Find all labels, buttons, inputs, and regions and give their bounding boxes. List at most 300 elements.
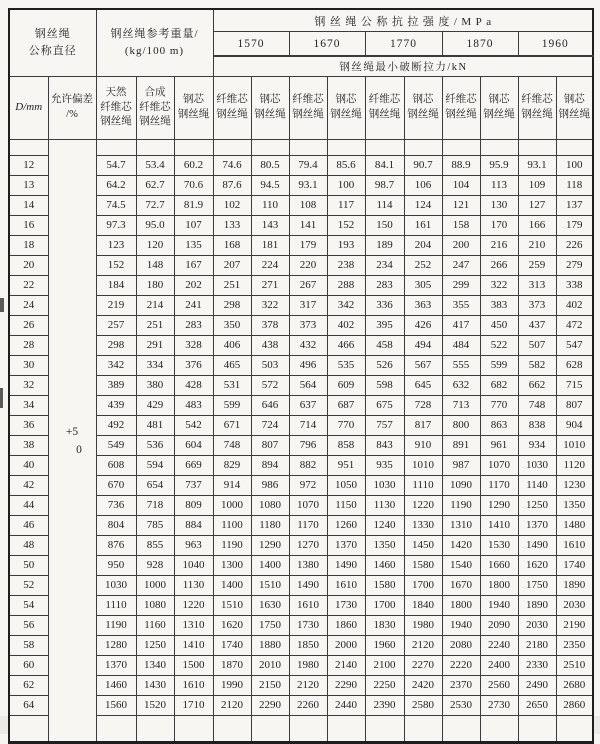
table-row xyxy=(9,516,593,536)
value-cell: 1070 xyxy=(289,496,327,516)
value-cell: 1880 xyxy=(251,636,289,656)
table-row xyxy=(9,176,593,196)
value-cell: 1610 xyxy=(556,536,593,556)
value-cell: 1250 xyxy=(518,496,556,516)
value-cell: 484 xyxy=(442,336,480,356)
value-cell: 2530 xyxy=(442,696,480,716)
label-line: 钢芯 xyxy=(563,94,585,106)
value-cell: 97.3 xyxy=(96,216,136,236)
value-cell: 184 xyxy=(96,276,136,296)
label-line: 纤维芯 xyxy=(521,94,553,106)
value-cell: 168 xyxy=(213,236,251,256)
value-cell: 914 xyxy=(213,476,251,496)
value-cell: 355 xyxy=(442,296,480,316)
grade-1770: 1770 xyxy=(365,32,442,57)
spacer-row xyxy=(9,716,593,743)
value-cell: 1840 xyxy=(404,596,442,616)
value-cell: 2090 xyxy=(480,616,518,636)
value-cell: 2860 xyxy=(556,696,593,716)
value-cell: 114 xyxy=(365,196,404,216)
value-cell: 1490 xyxy=(327,556,365,576)
value-cell: 748 xyxy=(518,396,556,416)
value-cell: 637 xyxy=(289,396,327,416)
value-cell: 1890 xyxy=(518,596,556,616)
table-row xyxy=(9,296,593,316)
strength-section-title: 钢丝绳公称抗拉强度/MPa xyxy=(213,9,593,32)
value-cell: 1520 xyxy=(136,696,174,716)
value-cell: 93.1 xyxy=(289,176,327,196)
value-cell: 53.4 xyxy=(136,156,174,176)
table-row xyxy=(9,556,593,576)
value-cell: 121 xyxy=(442,196,480,216)
value-cell: 2120 xyxy=(404,636,442,656)
table-row xyxy=(9,236,593,256)
value-cell: 1130 xyxy=(174,576,213,596)
value-cell: 1410 xyxy=(174,636,213,656)
value-cell: 1500 xyxy=(174,656,213,676)
value-cell: 1420 xyxy=(442,536,480,556)
diameter-cell: 56 xyxy=(9,616,48,636)
value-cell: 2350 xyxy=(556,636,593,656)
table-row xyxy=(9,156,593,176)
value-cell: 1830 xyxy=(365,616,404,636)
value-cell: 1030 xyxy=(365,476,404,496)
diameter-cell: 22 xyxy=(9,276,48,296)
value-cell: 266 xyxy=(480,256,518,276)
value-cell: 800 xyxy=(442,416,480,436)
header-row-columns xyxy=(9,77,593,140)
value-cell: 1180 xyxy=(251,516,289,536)
label-line: 钢丝绳 xyxy=(407,109,439,120)
value-cell: 373 xyxy=(289,316,327,336)
table-header xyxy=(9,9,593,140)
diameter-section-title xyxy=(9,9,96,77)
value-cell: 594 xyxy=(136,456,174,476)
value-cell: 1580 xyxy=(404,556,442,576)
value-cell: 670 xyxy=(96,476,136,496)
empty-cell xyxy=(136,716,174,743)
value-cell: 785 xyxy=(136,516,174,536)
label-line: 钢丝绳 xyxy=(100,116,132,128)
weight-title-line2: (kg/100 m) xyxy=(124,45,185,57)
value-cell: 1700 xyxy=(365,596,404,616)
value-cell: 1240 xyxy=(365,516,404,536)
value-cell: 189 xyxy=(365,236,404,256)
value-cell: 402 xyxy=(327,316,365,336)
grade-1670: 1670 xyxy=(289,32,365,57)
value-cell: 829 xyxy=(213,456,251,476)
value-cell: 322 xyxy=(480,276,518,296)
value-cell: 247 xyxy=(442,256,480,276)
value-cell: 85.6 xyxy=(327,156,365,176)
value-cell: 383 xyxy=(480,296,518,316)
spacer-row xyxy=(9,140,593,156)
value-cell: 406 xyxy=(213,336,251,356)
value-cell: 158 xyxy=(442,216,480,236)
value-cell: 536 xyxy=(136,436,174,456)
value-cell: 2330 xyxy=(518,656,556,676)
value-cell: 1460 xyxy=(365,556,404,576)
value-cell: 549 xyxy=(96,436,136,456)
diameter-cell: 48 xyxy=(9,536,48,556)
empty-cell xyxy=(213,716,251,743)
value-cell: 817 xyxy=(404,416,442,436)
value-cell: 737 xyxy=(174,476,213,496)
empty-cell xyxy=(136,140,174,156)
empty-cell xyxy=(327,140,365,156)
value-cell: 1050 xyxy=(327,476,365,496)
value-cell: 1530 xyxy=(480,536,518,556)
value-cell: 378 xyxy=(251,316,289,336)
value-cell: 961 xyxy=(480,436,518,456)
value-cell: 450 xyxy=(480,316,518,336)
value-cell: 1000 xyxy=(136,576,174,596)
value-cell: 1510 xyxy=(251,576,289,596)
value-cell: 338 xyxy=(556,276,593,296)
empty-cell xyxy=(96,716,136,743)
value-cell: 130 xyxy=(480,196,518,216)
value-cell: 1730 xyxy=(289,616,327,636)
value-cell: 252 xyxy=(404,256,442,276)
table-row xyxy=(9,596,593,616)
diameter-cell: 20 xyxy=(9,256,48,276)
value-cell: 259 xyxy=(518,256,556,276)
col-header-steel-core-weight xyxy=(174,77,213,140)
value-cell: 646 xyxy=(251,396,289,416)
value-cell: 598 xyxy=(365,376,404,396)
value-cell: 1170 xyxy=(289,516,327,536)
value-cell: 118 xyxy=(556,176,593,196)
value-cell: 1170 xyxy=(480,476,518,496)
value-cell: 1290 xyxy=(480,496,518,516)
value-cell: 150 xyxy=(365,216,404,236)
value-cell: 143 xyxy=(251,216,289,236)
value-cell: 257 xyxy=(96,316,136,336)
value-cell: 102 xyxy=(213,196,251,216)
value-cell: 87.6 xyxy=(213,176,251,196)
value-cell: 1490 xyxy=(289,576,327,596)
value-cell: 1800 xyxy=(442,596,480,616)
value-cell: 2650 xyxy=(518,696,556,716)
value-cell: 492 xyxy=(96,416,136,436)
value-cell: 426 xyxy=(404,316,442,336)
value-cell: 1610 xyxy=(174,676,213,696)
value-cell: 90.7 xyxy=(404,156,442,176)
label-line: 钢芯 xyxy=(335,94,357,106)
value-cell: 628 xyxy=(556,356,593,376)
label-line: 纤维芯 xyxy=(100,101,132,113)
value-cell: 1130 xyxy=(365,496,404,516)
value-cell: 2100 xyxy=(365,656,404,676)
value-cell: 1010 xyxy=(404,456,442,476)
value-cell: 2390 xyxy=(365,696,404,716)
value-cell: 113 xyxy=(480,176,518,196)
value-cell: 2120 xyxy=(289,676,327,696)
table-row xyxy=(9,336,593,356)
value-cell: 807 xyxy=(251,436,289,456)
value-cell: 70.6 xyxy=(174,176,213,196)
empty-cell xyxy=(518,716,556,743)
table-row xyxy=(9,276,593,296)
value-cell: 219 xyxy=(96,296,136,316)
value-cell: 279 xyxy=(556,256,593,276)
value-cell: 170 xyxy=(480,216,518,236)
table-row xyxy=(9,676,593,696)
value-cell: 291 xyxy=(136,336,174,356)
value-cell: 599 xyxy=(213,396,251,416)
value-cell: 429 xyxy=(136,396,174,416)
diameter-cell: 64 xyxy=(9,696,48,716)
value-cell: 1090 xyxy=(442,476,480,496)
col-header-steel-core-1570 xyxy=(251,77,289,140)
value-cell: 1250 xyxy=(136,636,174,656)
value-cell: 972 xyxy=(289,476,327,496)
empty-cell xyxy=(365,140,404,156)
value-cell: 1710 xyxy=(174,696,213,716)
grade-1960: 1960 xyxy=(518,32,593,57)
value-cell: 313 xyxy=(518,276,556,296)
value-cell: 241 xyxy=(174,296,213,316)
value-cell: 1190 xyxy=(96,616,136,636)
value-cell: 542 xyxy=(174,416,213,436)
value-cell: 95.9 xyxy=(480,156,518,176)
value-cell: 2190 xyxy=(556,616,593,636)
value-cell: 1740 xyxy=(213,636,251,656)
value-cell: 107 xyxy=(174,216,213,236)
value-cell: 2010 xyxy=(251,656,289,676)
value-cell: 152 xyxy=(327,216,365,236)
diameter-cell: 44 xyxy=(9,496,48,516)
value-cell: 2290 xyxy=(251,696,289,716)
value-cell: 100 xyxy=(327,176,365,196)
breaking-force-title: 钢丝绳最小破断拉力/kN xyxy=(213,56,593,77)
label-line: 钢丝绳 xyxy=(368,109,401,120)
value-cell: 496 xyxy=(289,356,327,376)
value-cell: 251 xyxy=(136,316,174,336)
diameter-cell: 50 xyxy=(9,556,48,576)
value-cell: 928 xyxy=(136,556,174,576)
value-cell: 1430 xyxy=(136,676,174,696)
grade-1570: 1570 xyxy=(213,32,289,57)
value-cell: 298 xyxy=(213,296,251,316)
col-header-steel-core-1770 xyxy=(404,77,442,140)
weight-section-title xyxy=(96,9,213,77)
value-cell: 2270 xyxy=(404,656,442,676)
empty-cell xyxy=(251,716,289,743)
col-header-fiber-core-1570 xyxy=(213,77,251,140)
label-line: 钢丝绳 xyxy=(254,109,286,120)
value-cell: 2220 xyxy=(442,656,480,676)
value-cell: 669 xyxy=(174,456,213,476)
value-cell: 1230 xyxy=(556,476,593,496)
empty-cell xyxy=(404,716,442,743)
value-cell: 2140 xyxy=(327,656,365,676)
value-cell: 376 xyxy=(174,356,213,376)
tolerance-label-line1: 允许偏差 xyxy=(51,94,93,106)
value-cell: 1010 xyxy=(556,436,593,456)
diameter-cell: 46 xyxy=(9,516,48,536)
value-cell: 503 xyxy=(251,356,289,376)
value-cell: 210 xyxy=(518,236,556,256)
value-cell: 1460 xyxy=(96,676,136,696)
value-cell: 466 xyxy=(327,336,365,356)
value-cell: 1490 xyxy=(518,536,556,556)
table-row xyxy=(9,536,593,556)
value-cell: 770 xyxy=(327,416,365,436)
value-cell: 863 xyxy=(480,416,518,436)
value-cell: 535 xyxy=(327,356,365,376)
diameter-cell: 54 xyxy=(9,596,48,616)
value-cell: 1750 xyxy=(518,576,556,596)
value-cell: 1400 xyxy=(251,556,289,576)
value-cell: 2150 xyxy=(251,676,289,696)
value-cell: 2080 xyxy=(442,636,480,656)
value-cell: 342 xyxy=(96,356,136,376)
value-cell: 522 xyxy=(480,336,518,356)
value-cell: 1940 xyxy=(442,616,480,636)
label-line: 钢芯 xyxy=(412,94,434,106)
value-cell: 1350 xyxy=(556,496,593,516)
tolerance-upper: +5 xyxy=(65,425,79,438)
col-header-synthetic-fiber-core xyxy=(136,77,174,140)
value-cell: 226 xyxy=(556,236,593,256)
value-cell: 380 xyxy=(136,376,174,396)
empty-cell xyxy=(289,716,327,743)
value-cell: 81.9 xyxy=(174,196,213,216)
label-line: 纤维芯 xyxy=(139,101,171,113)
value-cell: 632 xyxy=(442,376,480,396)
col-header-diameter: D/mm xyxy=(9,77,48,140)
value-cell: 271 xyxy=(251,276,289,296)
diameter-cell: 30 xyxy=(9,356,48,376)
value-cell: 1030 xyxy=(96,576,136,596)
empty-cell xyxy=(174,716,213,743)
value-cell: 572 xyxy=(251,376,289,396)
value-cell: 167 xyxy=(174,256,213,276)
value-cell: 687 xyxy=(327,396,365,416)
value-cell: 1980 xyxy=(404,616,442,636)
value-cell: 1310 xyxy=(174,616,213,636)
value-cell: 1510 xyxy=(213,596,251,616)
value-cell: 1370 xyxy=(518,516,556,536)
value-cell: 79.4 xyxy=(289,156,327,176)
value-cell: 74.6 xyxy=(213,156,251,176)
value-cell: 2510 xyxy=(556,656,593,676)
value-cell: 2030 xyxy=(556,596,593,616)
value-cell: 724 xyxy=(251,416,289,436)
value-cell: 891 xyxy=(442,436,480,456)
value-cell: 109 xyxy=(518,176,556,196)
table-row xyxy=(9,216,593,236)
value-cell: 796 xyxy=(289,436,327,456)
value-cell: 350 xyxy=(213,316,251,336)
value-cell: 1340 xyxy=(136,656,174,676)
value-cell: 1380 xyxy=(289,556,327,576)
scan-artifact xyxy=(0,388,3,408)
value-cell: 582 xyxy=(518,356,556,376)
table-row xyxy=(9,696,593,716)
label-line: 纤维芯 xyxy=(445,94,477,106)
diameter-cell: 52 xyxy=(9,576,48,596)
value-cell: 317 xyxy=(289,296,327,316)
empty-cell xyxy=(518,140,556,156)
wire-rope-spec-table xyxy=(8,8,594,744)
tolerance-cell xyxy=(48,140,96,743)
value-cell: 152 xyxy=(96,256,136,276)
value-cell: 267 xyxy=(289,276,327,296)
value-cell: 1940 xyxy=(480,596,518,616)
value-cell: 1980 xyxy=(289,656,327,676)
label-line: 钢丝绳 xyxy=(521,109,553,120)
diameter-cell: 16 xyxy=(9,216,48,236)
value-cell: 94.5 xyxy=(251,176,289,196)
col-header-fiber-core-1670 xyxy=(289,77,327,140)
value-cell: 1610 xyxy=(289,596,327,616)
value-cell: 288 xyxy=(327,276,365,296)
diameter-cell: 34 xyxy=(9,396,48,416)
value-cell: 1080 xyxy=(136,596,174,616)
empty-cell xyxy=(442,716,480,743)
label-line: 纤维芯 xyxy=(368,94,401,106)
value-cell: 2260 xyxy=(289,696,327,716)
value-cell: 124 xyxy=(404,196,442,216)
value-cell: 1630 xyxy=(251,596,289,616)
value-cell: 1000 xyxy=(213,496,251,516)
value-cell: 1670 xyxy=(442,576,480,596)
empty-cell xyxy=(442,140,480,156)
value-cell: 1190 xyxy=(213,536,251,556)
value-cell: 1220 xyxy=(174,596,213,616)
value-cell: 904 xyxy=(556,416,593,436)
col-header-fiber-core-1770 xyxy=(365,77,404,140)
value-cell: 283 xyxy=(365,276,404,296)
value-cell: 1610 xyxy=(327,576,365,596)
value-cell: 671 xyxy=(213,416,251,436)
value-cell: 74.5 xyxy=(96,196,136,216)
value-cell: 299 xyxy=(442,276,480,296)
value-cell: 104 xyxy=(442,176,480,196)
value-cell: 809 xyxy=(174,496,213,516)
value-cell: 438 xyxy=(251,336,289,356)
label-line: 钢丝绳 xyxy=(139,116,171,128)
value-cell: 950 xyxy=(96,556,136,576)
diameter-cell: 14 xyxy=(9,196,48,216)
value-cell: 1620 xyxy=(213,616,251,636)
empty-cell xyxy=(9,716,48,743)
value-cell: 220 xyxy=(289,256,327,276)
table-row xyxy=(9,656,593,676)
value-cell: 193 xyxy=(327,236,365,256)
value-cell: 439 xyxy=(96,396,136,416)
value-cell: 1160 xyxy=(136,616,174,636)
weight-title-line1: 钢丝绳参考重量/ xyxy=(110,27,199,40)
value-cell: 807 xyxy=(556,396,593,416)
value-cell: 1850 xyxy=(289,636,327,656)
empty-cell xyxy=(213,140,251,156)
value-cell: 133 xyxy=(213,216,251,236)
value-cell: 224 xyxy=(251,256,289,276)
value-cell: 1560 xyxy=(96,696,136,716)
value-cell: 757 xyxy=(365,416,404,436)
empty-cell xyxy=(96,140,136,156)
value-cell: 1730 xyxy=(327,596,365,616)
value-cell: 417 xyxy=(442,316,480,336)
value-cell: 395 xyxy=(365,316,404,336)
value-cell: 64.2 xyxy=(96,176,136,196)
col-header-fiber-core-1960 xyxy=(518,77,556,140)
value-cell: 437 xyxy=(518,316,556,336)
value-cell: 2120 xyxy=(213,696,251,716)
